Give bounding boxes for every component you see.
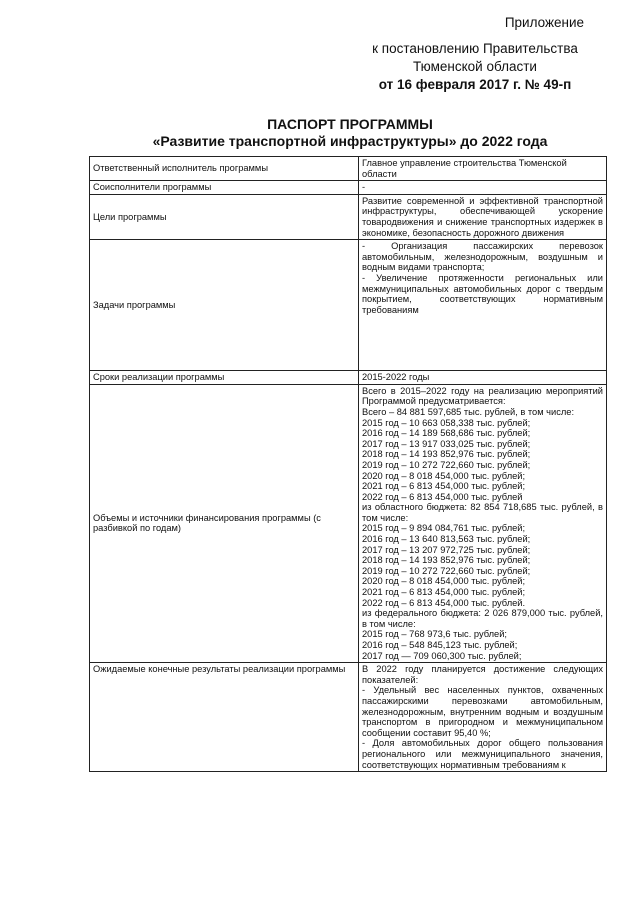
period-label: Сроки реализации программы — [90, 371, 359, 385]
document-header — [340, 14, 610, 94]
funding-total-year: 2020 год – 8 018 454,000 тыс. рублей; — [362, 470, 526, 481]
funding-regional-year: 2016 год – 13 640 813,563 тыс. рублей; — [362, 534, 531, 545]
table-row-results — [90, 663, 607, 772]
funding-total-year: 2021 год – 6 813 454,000 тыс. рублей; — [362, 481, 526, 492]
funding-value — [359, 384, 607, 662]
executor-label: Ответственный исполнитель программы — [90, 157, 359, 181]
resolution-date: от 16 февраля 2017 г. № 49-п — [378, 77, 572, 92]
goals-label: Цели программы — [90, 194, 359, 239]
funding-regional-year: 2022 год – 6 813 454,000 тыс. рублей. — [362, 597, 526, 608]
executor-value: Главное управление строительства Тюменской области — [359, 157, 607, 181]
title-line-2: «Развитие транспортной инфраструктуры» до 2022 года — [152, 133, 548, 149]
funding-regional-year: 2015 год – 9 894 084,761 тыс. рублей; — [362, 523, 526, 534]
title-line-1: ПАСПОРТ ПРОГРАММЫ — [267, 116, 433, 132]
table-row-goals — [90, 194, 607, 239]
table-row-funding — [90, 384, 607, 662]
funding-intro: Всего в 2015–2022 году на реализацию мероприятий Программой предусматривается: — [362, 385, 603, 407]
funding-total-year: 2016 год – 14 189 568,686 тыс. рублей; — [362, 428, 531, 439]
page-title — [90, 116, 610, 150]
funding-federal-year: 2016 год – 548 845,123 тыс. рублей; — [362, 640, 518, 650]
funding-total-year: 2019 год – 10 272 722,660 тыс. рублей; — [362, 459, 531, 470]
funding-regional: из областного бюджета: 82 854 718,685 тыс. рублей, в том числе: — [362, 502, 603, 523]
funding-label: Объемы и источники финансирования программы (с разбивкой по годам) — [90, 384, 359, 662]
funding-regional-year: 2018 год – 14 193 852,976 тыс. рублей; — [362, 555, 531, 566]
funding-regional-year: 2021 год – 6 813 454,000 тыс. рублей; — [362, 587, 526, 598]
coexecutors-value: - — [359, 181, 607, 195]
task-item-1: - Организация пассажирских перевозок автомобильным, железнодорожным, воздушным и водным видами транспорта; — [362, 241, 603, 273]
coexecutors-label: Соисполнители программы — [90, 181, 359, 195]
table-row-tasks — [90, 240, 607, 371]
funding-federal-year: 2017 год — 709 060,300 тыс. рублей; — [362, 650, 522, 661]
results-value — [359, 663, 607, 772]
funding-total-year: 2018 год – 14 193 852,976 тыс. рублей; — [362, 449, 531, 460]
funding-regional-year: 2020 год – 8 018 454,000 тыс. рублей; — [362, 576, 526, 587]
period-value: 2015-2022 годы — [359, 371, 607, 385]
goals-value: Развитие современной и эффективной транспортной инфраструктуры, обеспечивающей ускорение товародвижения и снижение транспортных издержек в экономике, безопасность дорожного движения — [359, 194, 607, 239]
results-intro: В 2022 году планируется достижение следующих показателей: — [362, 664, 603, 685]
funding-regional-year: 2019 год – 10 272 722,660 тыс. рублей; — [362, 565, 531, 576]
appendix-label: Приложение — [504, 15, 584, 30]
tasks-value — [359, 240, 607, 371]
funding-federal: из федерального бюджета: 2 026 879,000 тыс. рублей, в том числе: — [362, 608, 603, 629]
region-name: Тюменской области — [413, 59, 537, 74]
funding-total-year: 2022 год – 6 813 454,000 тыс. рублей — [362, 491, 523, 502]
passport-table — [89, 156, 607, 772]
result-item-2: - Доля автомобильных дорог общего пользования регионального или межмуниципального значения, соответствующих нормативным требованиям к — [362, 738, 603, 770]
table-row-coexecutors — [90, 181, 607, 195]
funding-federal-year: 2015 год – 768 973,6 тыс. рублей; — [362, 629, 507, 640]
task-item-2: - Увеличение протяженности региональных или межмуниципальных автомобильных дорог с твердым покрытием, соответствующих нормативным требованиям — [362, 272, 603, 315]
table-row-executor — [90, 157, 607, 181]
funding-total: Всего – 84 881 597,685 тыс. рублей, в том числе: — [362, 406, 575, 417]
result-item-1: - Удельный вес населенных пунктов, охваченных пассажирскими перевозками автомобильным, железнодорожным, внутренним водным и воздушным транспортом в пригородном и межмуниципальном сообщении составит 95,40 %; — [362, 685, 603, 738]
funding-total-year: 2017 год – 13 917 033,025 тыс. рублей; — [362, 438, 531, 449]
table-row-period — [90, 371, 607, 385]
tasks-label: Задачи программы — [90, 240, 359, 371]
results-label: Ожидаемые конечные результаты реализации программы — [90, 663, 359, 772]
resolution-reference: к постановлению Правительства — [372, 41, 578, 56]
funding-total-year: 2015 год – 10 663 058,338 тыс. рублей; — [362, 417, 531, 428]
funding-regional-year: 2017 год – 13 207 972,725 тыс. рублей; — [362, 544, 531, 555]
